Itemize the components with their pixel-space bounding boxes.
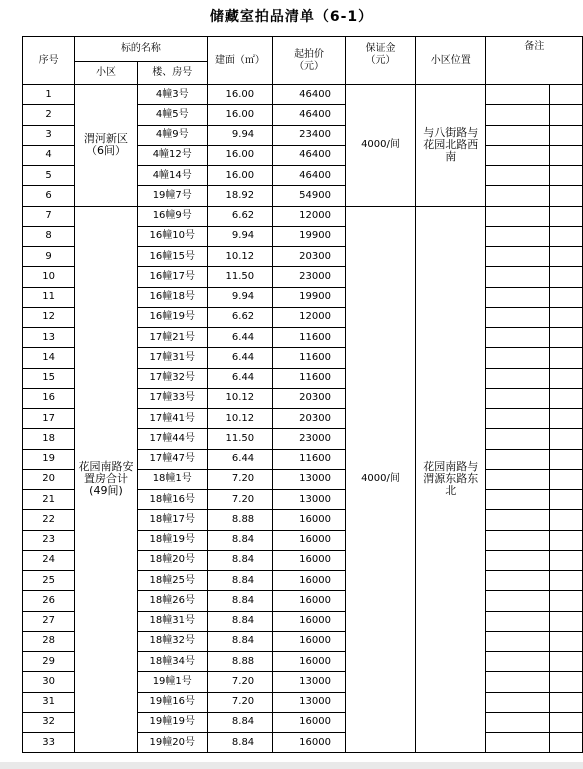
cell-seq: 29 [23,652,75,672]
cell-area: 10.12 [207,247,272,267]
cell-location: 与八街路与花园北路西南 [416,85,486,207]
cell-start-price: 16000 [273,733,346,753]
cell-seq: 11 [23,287,75,307]
cell-remarks [486,368,550,388]
cell-remarks-extra [550,85,583,105]
cell-seq: 3 [23,125,75,145]
cell-start-price: 20300 [273,388,346,408]
cell-seq: 22 [23,510,75,530]
cell-remarks [486,652,550,672]
bottom-scrollbar-track [0,762,583,769]
cell-start-price: 46400 [273,105,346,125]
cell-start-price: 16000 [273,550,346,570]
header-area: 建面（㎡） [207,37,272,85]
cell-start-price: 13000 [273,469,346,489]
cell-seq: 8 [23,226,75,246]
cell-seq: 27 [23,611,75,631]
page-title: 储藏室拍品清单（6-1） [209,9,374,25]
cell-area: 16.00 [207,166,272,186]
cell-location: 花园南路与渭源东路东北 [416,206,486,753]
cell-remarks-extra [550,105,583,125]
cell-start-price: 11600 [273,449,346,469]
header-name: 标的名称 [75,37,208,62]
cell-area: 9.94 [207,287,272,307]
cell-remarks [486,388,550,408]
cell-start-price: 46400 [273,145,346,165]
cell-area: 8.84 [207,631,272,651]
cell-remarks-extra [550,652,583,672]
cell-building-room: 4幢5号 [137,105,207,125]
cell-start-price: 16000 [273,652,346,672]
cell-start-price: 54900 [273,186,346,206]
table-row [23,206,583,226]
cell-remarks [486,733,550,753]
cell-area: 6.44 [207,449,272,469]
cell-remarks [486,449,550,469]
cell-area: 16.00 [207,105,272,125]
cell-seq: 23 [23,530,75,550]
cell-remarks-extra [550,328,583,348]
cell-building-room: 17幢44号 [137,429,207,449]
cell-building-room: 16幢9号 [137,206,207,226]
cell-remarks-extra [550,449,583,469]
cell-start-price: 19900 [273,226,346,246]
cell-start-price: 16000 [273,591,346,611]
cell-area: 6.44 [207,328,272,348]
cell-building-room: 19幢20号 [137,733,207,753]
cell-remarks-extra [550,429,583,449]
cell-remarks-extra [550,712,583,732]
cell-start-price: 11600 [273,368,346,388]
cell-start-price: 20300 [273,247,346,267]
cell-seq: 4 [23,145,75,165]
cell-start-price: 46400 [273,166,346,186]
cell-building-room: 18幢31号 [137,611,207,631]
cell-remarks [486,247,550,267]
cell-area: 6.44 [207,368,272,388]
cell-remarks [486,510,550,530]
cell-building-room: 19幢16号 [137,692,207,712]
cell-remarks-extra [550,550,583,570]
cell-start-price: 23000 [273,429,346,449]
cell-seq: 5 [23,166,75,186]
cell-remarks-extra [550,571,583,591]
cell-building-room: 18幢1号 [137,469,207,489]
header-building-room: 楼、房号 [137,62,207,85]
cell-remarks-extra [550,388,583,408]
cell-building-room: 17幢33号 [137,388,207,408]
cell-area: 8.88 [207,652,272,672]
cell-seq: 1 [23,85,75,105]
cell-building-room: 19幢19号 [137,712,207,732]
cell-area: 18.92 [207,186,272,206]
cell-seq: 31 [23,692,75,712]
cell-seq: 32 [23,712,75,732]
cell-start-price: 12000 [273,206,346,226]
cell-seq: 10 [23,267,75,287]
cell-seq: 25 [23,571,75,591]
cell-deposit: 4000/间 [345,206,415,753]
cell-area: 16.00 [207,85,272,105]
cell-seq: 14 [23,348,75,368]
cell-building-room: 19幢1号 [137,672,207,692]
cell-area: 11.50 [207,267,272,287]
cell-remarks [486,571,550,591]
cell-remarks [486,550,550,570]
cell-area: 9.94 [207,226,272,246]
header-community: 小区 [75,62,138,85]
cell-start-price: 19900 [273,287,346,307]
cell-remarks-extra [550,287,583,307]
cell-building-room: 18幢17号 [137,510,207,530]
cell-remarks [486,267,550,287]
cell-seq: 28 [23,631,75,651]
cell-remarks [486,226,550,246]
cell-area: 16.00 [207,145,272,165]
cell-remarks-extra [550,247,583,267]
cell-start-price: 11600 [273,328,346,348]
cell-start-price: 13000 [273,672,346,692]
cell-area: 8.84 [207,611,272,631]
cell-area: 6.62 [207,307,272,327]
cell-remarks [486,490,550,510]
cell-area: 7.20 [207,672,272,692]
cell-remarks [486,328,550,348]
cell-area: 7.20 [207,490,272,510]
header-deposit: 保证金（元） [345,37,415,85]
cell-remarks [486,287,550,307]
cell-remarks [486,85,550,105]
cell-area: 11.50 [207,429,272,449]
cell-start-price: 46400 [273,85,346,105]
cell-remarks [486,692,550,712]
cell-building-room: 16幢18号 [137,287,207,307]
cell-building-room: 17幢47号 [137,449,207,469]
cell-building-room: 18幢16号 [137,490,207,510]
cell-building-room: 18幢34号 [137,652,207,672]
cell-seq: 24 [23,550,75,570]
cell-area: 8.88 [207,510,272,530]
cell-area: 10.12 [207,388,272,408]
cell-area: 8.84 [207,591,272,611]
cell-remarks-extra [550,307,583,327]
cell-area: 9.94 [207,125,272,145]
cell-building-room: 17幢21号 [137,328,207,348]
cell-seq: 6 [23,186,75,206]
cell-remarks-extra [550,267,583,287]
cell-area: 7.20 [207,692,272,712]
cell-remarks-extra [550,348,583,368]
cell-remarks-extra [550,631,583,651]
cell-start-price: 23000 [273,267,346,287]
cell-remarks [486,186,550,206]
cell-remarks-extra [550,469,583,489]
cell-area: 8.84 [207,733,272,753]
cell-building-room: 18幢19号 [137,530,207,550]
cell-remarks-extra [550,490,583,510]
cell-building-room: 19幢7号 [137,186,207,206]
cell-building-room: 17幢41号 [137,409,207,429]
cell-remarks [486,429,550,449]
cell-remarks [486,105,550,125]
cell-seq: 19 [23,449,75,469]
cell-remarks [486,348,550,368]
cell-building-room: 17幢31号 [137,348,207,368]
cell-seq: 15 [23,368,75,388]
cell-seq: 33 [23,733,75,753]
cell-remarks-extra [550,692,583,712]
cell-remarks [486,145,550,165]
cell-seq: 17 [23,409,75,429]
cell-area: 6.62 [207,206,272,226]
cell-start-price: 16000 [273,530,346,550]
cell-remarks-extra [550,186,583,206]
cell-deposit: 4000/间 [345,85,415,207]
cell-building-room: 4幢12号 [137,145,207,165]
cell-community: 花园南路安置房合计(49间) [75,206,138,753]
cell-start-price: 16000 [273,510,346,530]
cell-seq: 12 [23,307,75,327]
cell-start-price: 16000 [273,712,346,732]
cell-building-room: 18幢26号 [137,591,207,611]
cell-remarks-extra [550,125,583,145]
cell-building-room: 18幢32号 [137,631,207,651]
cell-start-price: 13000 [273,692,346,712]
cell-seq: 26 [23,591,75,611]
cell-building-room: 16幢10号 [137,226,207,246]
cell-remarks [486,530,550,550]
cell-seq: 20 [23,469,75,489]
cell-remarks [486,631,550,651]
cell-remarks-extra [550,672,583,692]
cell-start-price: 16000 [273,631,346,651]
cell-remarks [486,591,550,611]
cell-area: 10.12 [207,409,272,429]
cell-seq: 2 [23,105,75,125]
cell-remarks [486,712,550,732]
cell-seq: 7 [23,206,75,226]
cell-seq: 30 [23,672,75,692]
cell-remarks [486,125,550,145]
cell-building-room: 17幢32号 [137,368,207,388]
cell-start-price: 11600 [273,348,346,368]
cell-area: 6.44 [207,348,272,368]
cell-building-room: 4幢9号 [137,125,207,145]
cell-start-price: 23400 [273,125,346,145]
cell-remarks-extra [550,591,583,611]
cell-building-room: 16幢15号 [137,247,207,267]
auction-list-table [22,36,583,753]
cell-remarks [486,672,550,692]
header-remarks: 备注 [486,37,583,85]
table-body [23,85,583,753]
cell-start-price: 16000 [273,611,346,631]
cell-area: 8.84 [207,530,272,550]
cell-remarks [486,469,550,489]
cell-community: 渭河新区（6间） [75,85,138,207]
cell-seq: 18 [23,429,75,449]
cell-remarks [486,206,550,226]
cell-remarks-extra [550,611,583,631]
cell-start-price: 13000 [273,490,346,510]
table-row [23,85,583,105]
cell-seq: 21 [23,490,75,510]
cell-remarks-extra [550,733,583,753]
cell-building-room: 4幢14号 [137,166,207,186]
cell-building-room: 16幢19号 [137,307,207,327]
cell-remarks-extra [550,226,583,246]
cell-remarks-extra [550,530,583,550]
cell-remarks [486,409,550,429]
cell-remarks-extra [550,368,583,388]
cell-remarks-extra [550,166,583,186]
cell-building-room: 18幢25号 [137,571,207,591]
cell-area: 8.84 [207,712,272,732]
cell-building-room: 18幢20号 [137,550,207,570]
cell-area: 7.20 [207,469,272,489]
cell-building-room: 4幢3号 [137,85,207,105]
cell-start-price: 12000 [273,307,346,327]
cell-building-room: 16幢17号 [137,267,207,287]
cell-area: 8.84 [207,571,272,591]
cell-remarks-extra [550,145,583,165]
header-seq: 序号 [23,37,75,85]
cell-remarks-extra [550,409,583,429]
cell-remarks-extra [550,510,583,530]
header-location: 小区位置 [416,37,486,85]
cell-start-price: 16000 [273,571,346,591]
cell-area: 8.84 [207,550,272,570]
cell-seq: 9 [23,247,75,267]
cell-seq: 13 [23,328,75,348]
cell-seq: 16 [23,388,75,408]
cell-remarks [486,611,550,631]
cell-remarks-extra [550,206,583,226]
header-start-price: 起拍价（元） [273,37,346,85]
cell-remarks [486,166,550,186]
cell-start-price: 20300 [273,409,346,429]
cell-remarks [486,307,550,327]
